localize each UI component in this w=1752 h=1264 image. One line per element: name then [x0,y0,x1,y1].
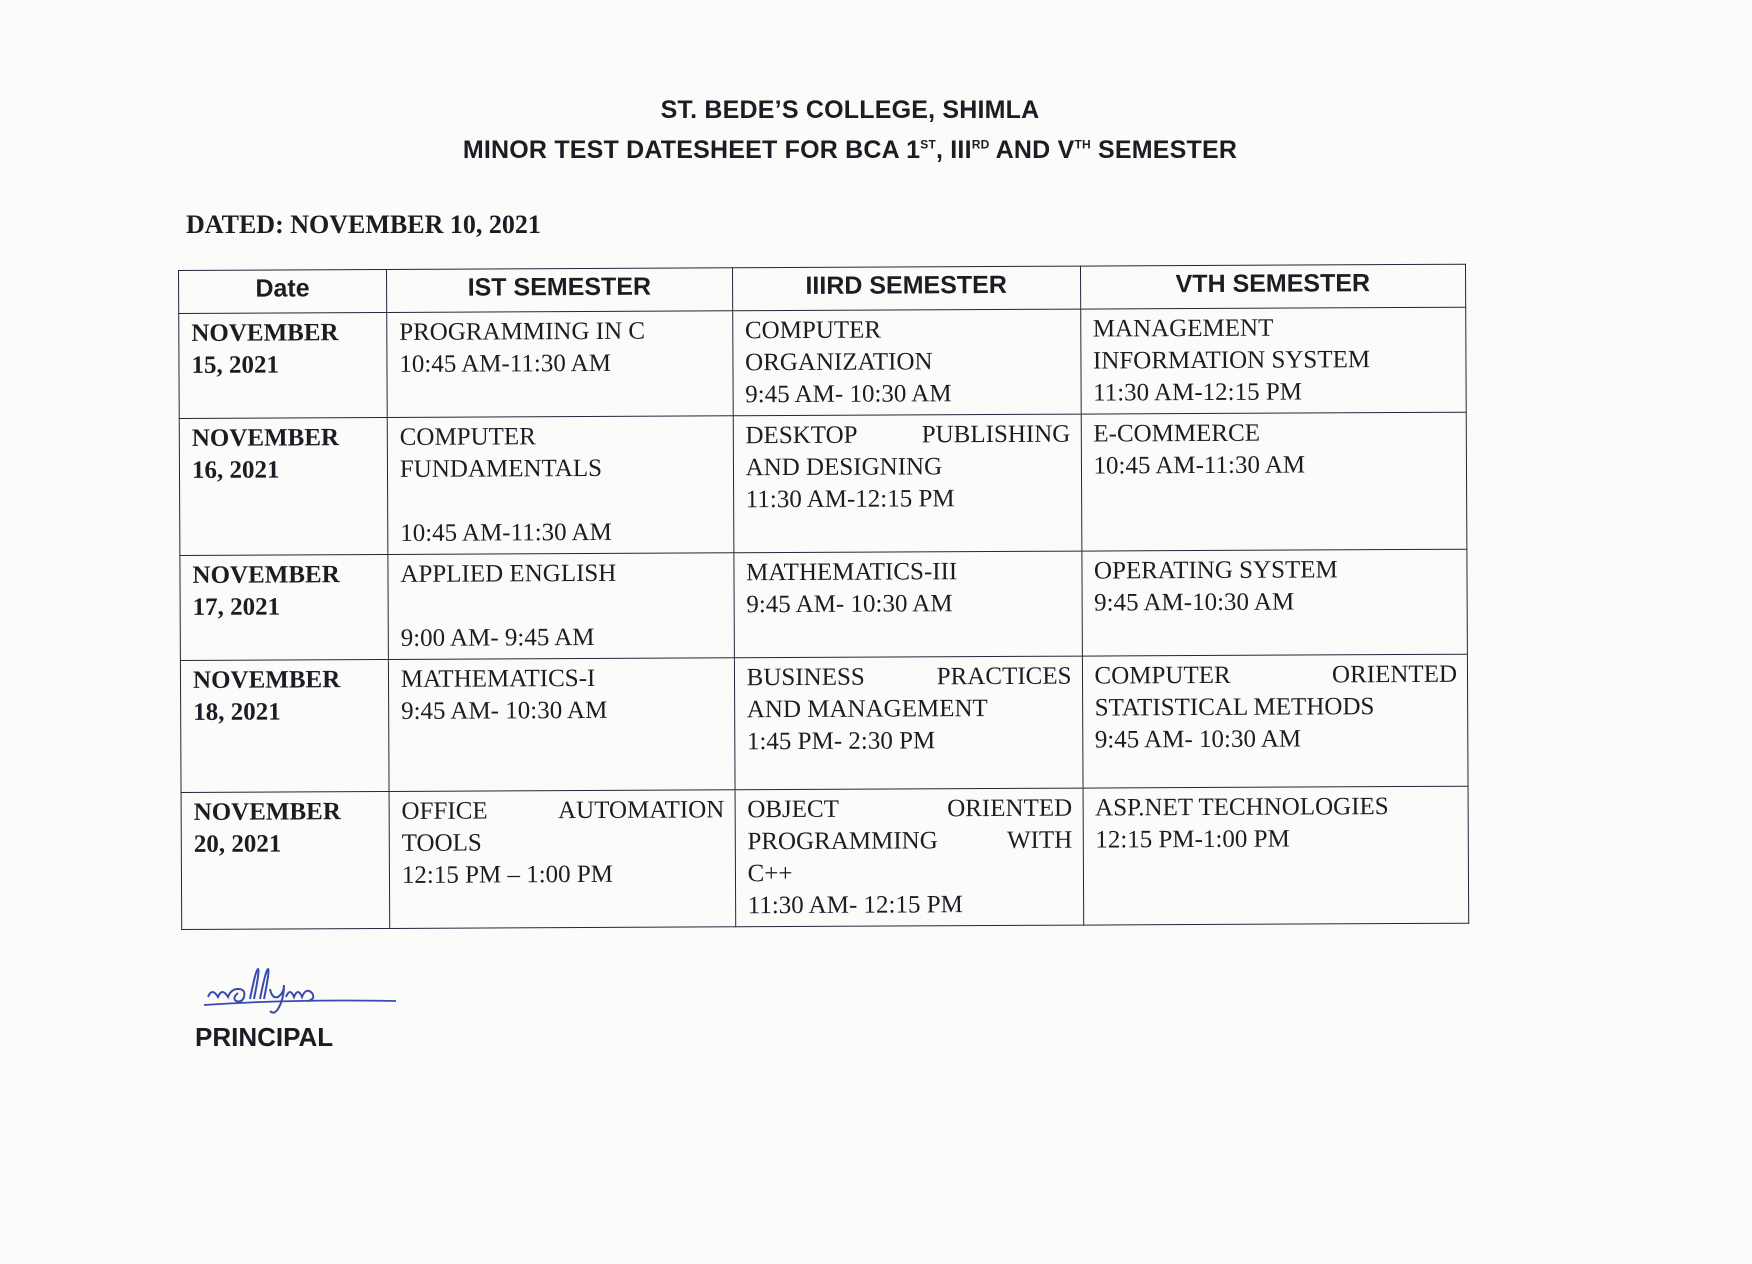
sem1-cell: APPLIED ENGLISH 9:00 AM- 9:45 AM [388,553,734,660]
date-cell: NOVEMBER 20, 2021 [181,791,390,929]
table-row [181,786,1469,929]
sem1-cell: COMPUTER FUNDAMENTALS 10:45 AM-11:30 AM [387,416,733,555]
sem3-cell: DESKTOP PUBLISHING AND DESIGNING 11:30 AM-12:15 PM [733,414,1082,553]
sem3-cell: OBJECT ORIENTED PROGRAMMING WITH C++ 11:30 AM- 12:15 PM [735,788,1084,927]
sem3-cell: MATHEMATICS-III 9:45 AM- 10:30 AM [734,551,1082,658]
sem5-cell: MANAGEMENT INFORMATION SYSTEM 11:30 AM-12:15 PM [1080,307,1466,414]
sem5-cell: E-COMMERCE 10:45 AM-11:30 AM [1081,412,1467,551]
datesheet-title: MINOR TEST DATESHEET FOR BCA 1ST, IIIRD AND VTH SEMESTER [462,136,1238,164]
principal-label: PRINCIPAL [195,1022,334,1052]
column-header-date: Date [179,269,387,313]
dated-line: DATED: NOVEMBER 10, 2021 [186,210,541,239]
sem5-cell: OPERATING SYSTEM 9:45 AM-10:30 AM [1081,549,1467,656]
college-name: ST. BEDE’S COLLEGE, SHIMLA [660,96,1040,124]
table-row [179,307,1466,418]
sem1-cell: MATHEMATICS-I 9:45 AM- 10:30 AM [388,658,734,792]
sem5-cell: ASP.NET TECHNOLOGIES 12:15 PM-1:00 PM [1083,786,1469,925]
table-row [180,654,1468,792]
sem3-cell: BUSINESS PRACTICES AND MANAGEMENT 1:45 PM- 2:30 PM [734,656,1083,790]
sem3-cell: COMPUTER ORGANIZATION 9:45 AM- 10:30 AM [732,309,1080,416]
table-row [180,549,1467,660]
date-cell: NOVEMBER 17, 2021 [180,554,388,660]
sem5-cell: COMPUTER ORIENTED STATISTICAL METHODS 9:45 AM- 10:30 AM [1082,654,1468,788]
date-cell: NOVEMBER 15, 2021 [179,312,387,418]
table-row [179,412,1467,555]
sem1-cell: OFFICE AUTOMATION TOOLS 12:15 PM – 1:00 PM [389,790,735,929]
table-header-row [179,264,1466,313]
date-cell: NOVEMBER 16, 2021 [179,417,388,555]
date-cell: NOVEMBER 18, 2021 [180,659,389,792]
sem1-cell: PROGRAMMING IN C 10:45 AM-11:30 AM [387,311,733,418]
principal-signature [200,955,400,1025]
column-header-sem5: VTH SEMESTER [1080,264,1466,309]
datesheet-table [178,264,1469,930]
column-header-sem1: IST SEMESTER [386,268,732,313]
column-header-sem3: IIIRD SEMESTER [732,266,1080,311]
